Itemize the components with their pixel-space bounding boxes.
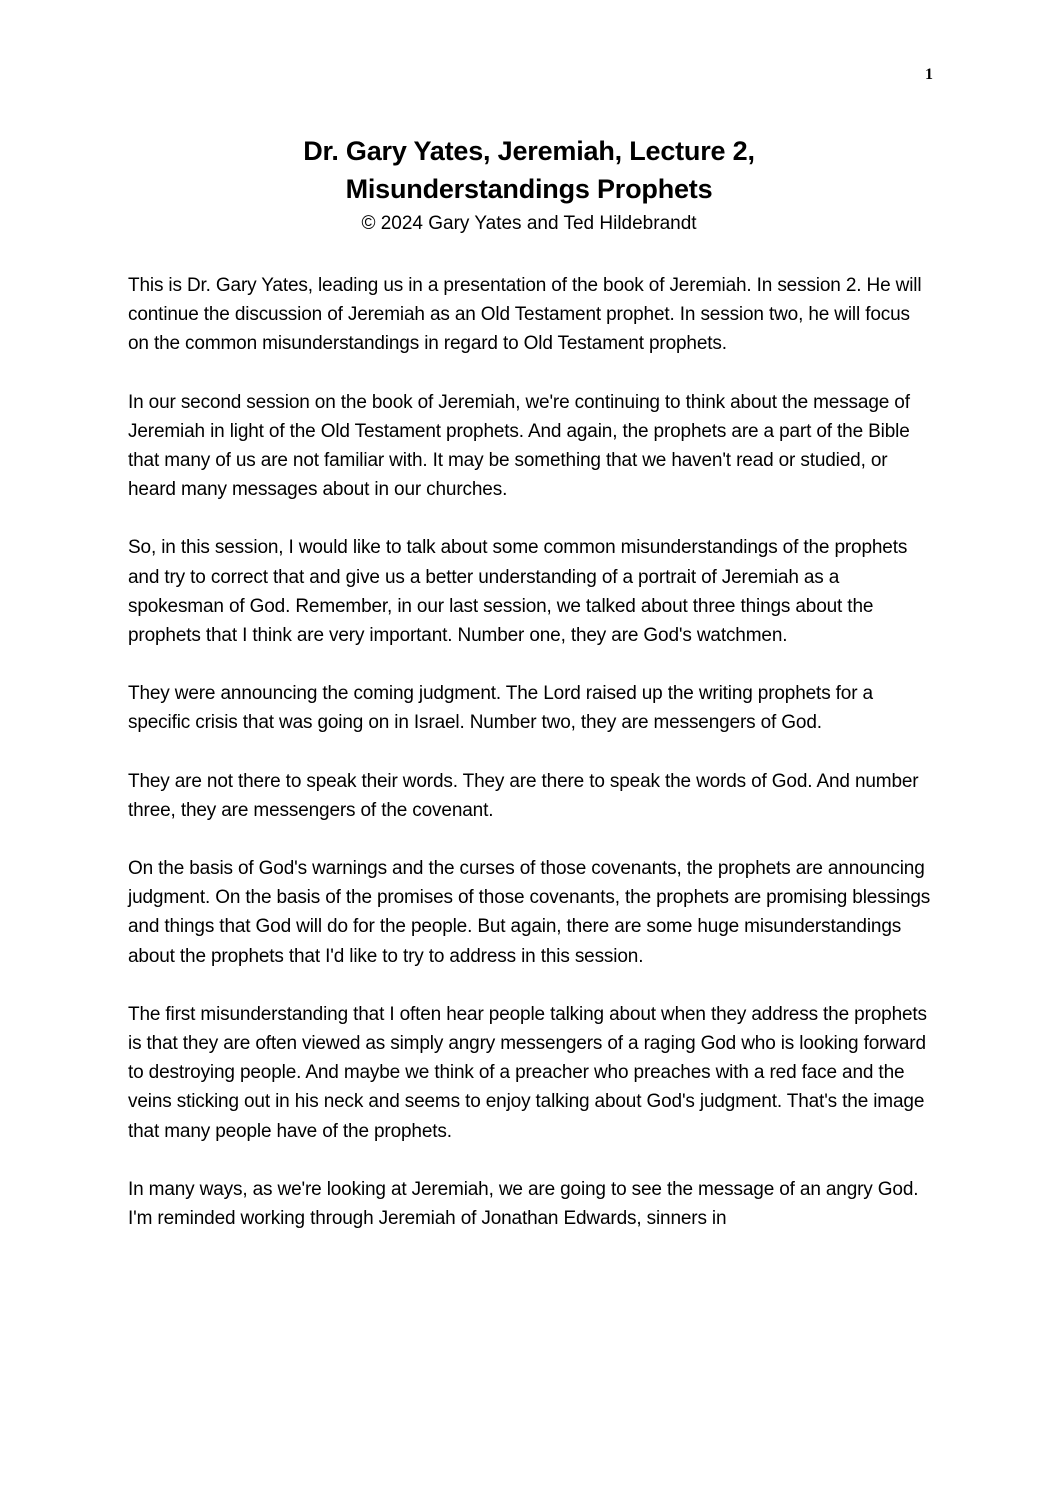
copyright-notice: © 2024 Gary Yates and Ted Hildebrandt [361, 213, 697, 234]
paragraph-3: So, in this session, I would like to talk about some common misunderstandings of the prophets and try to correct that and give us a better understanding of a portrait of Jeremiah as a spokesman of God. Remember, in our last session, we talked about three things about the prophets that I think are very important. Number one, they are God's watchmen. [128, 537, 908, 647]
page-title-line-2: Misunderstandings Prophets [345, 174, 713, 204]
page-number: 1 [925, 66, 933, 83]
paragraph-1: This is Dr. Gary Yates, leading us in a presentation of the book of Jeremiah. In session 2. He will continue the discussion of Jeremiah as an Old Testament prophet. In session two, he will focus on the common misunderstandings in regard to Old Testament prophets. [128, 275, 922, 355]
body-text [128, 271, 934, 1262]
paragraph-6: On the basis of God's warnings and the curses of those covenants, the prophets are announcing judgment. On the basis of the promises of those covenants, the prophets are promising blessings and things that God will do for the people. But again, there are some huge misunderstandings about the prophets that I'd like to try to address in this session. [128, 858, 931, 967]
paragraph-8: In many ways, as we're looking at Jeremiah, we are going to see the message of an angry God. I'm reminded working through Jeremiah of Jonathan Edwards, sinners in [128, 1178, 919, 1230]
page-title-line-1: Dr. Gary Yates, Jeremiah, Lecture 2, [303, 136, 755, 166]
title-block [128, 132, 930, 238]
paragraph-2: In our second session on the book of Jeremiah, we're continuing to think about the message of Jeremiah in light of the Old Testament prophets. And again, the prophets are a part of the Bible that many of us are not familiar with. It may be something that we haven't read or studied, or heard many messages about in our churches. [128, 391, 910, 501]
paragraph-5: They are not there to speak their words. They are there to speak the words of God. And number three, they are messengers of the covenant. [128, 770, 919, 821]
paragraph-4: They were announcing the coming judgment. The Lord raised up the writing prophets for a specific crisis that was going on in Israel. Number two, they are messengers of God. [128, 683, 873, 734]
paragraph-7: The first misunderstanding that I often hear people talking about when they address the prophets is that they are often viewed as simply angry messengers of a raging God who is looking forward to destroying people. And maybe we think of a preacher who preaches with a red face and the veins sticking out in his neck and seems to enjoy talking about God's judgment. That's the image that many people have of the prophets. [128, 1003, 927, 1142]
